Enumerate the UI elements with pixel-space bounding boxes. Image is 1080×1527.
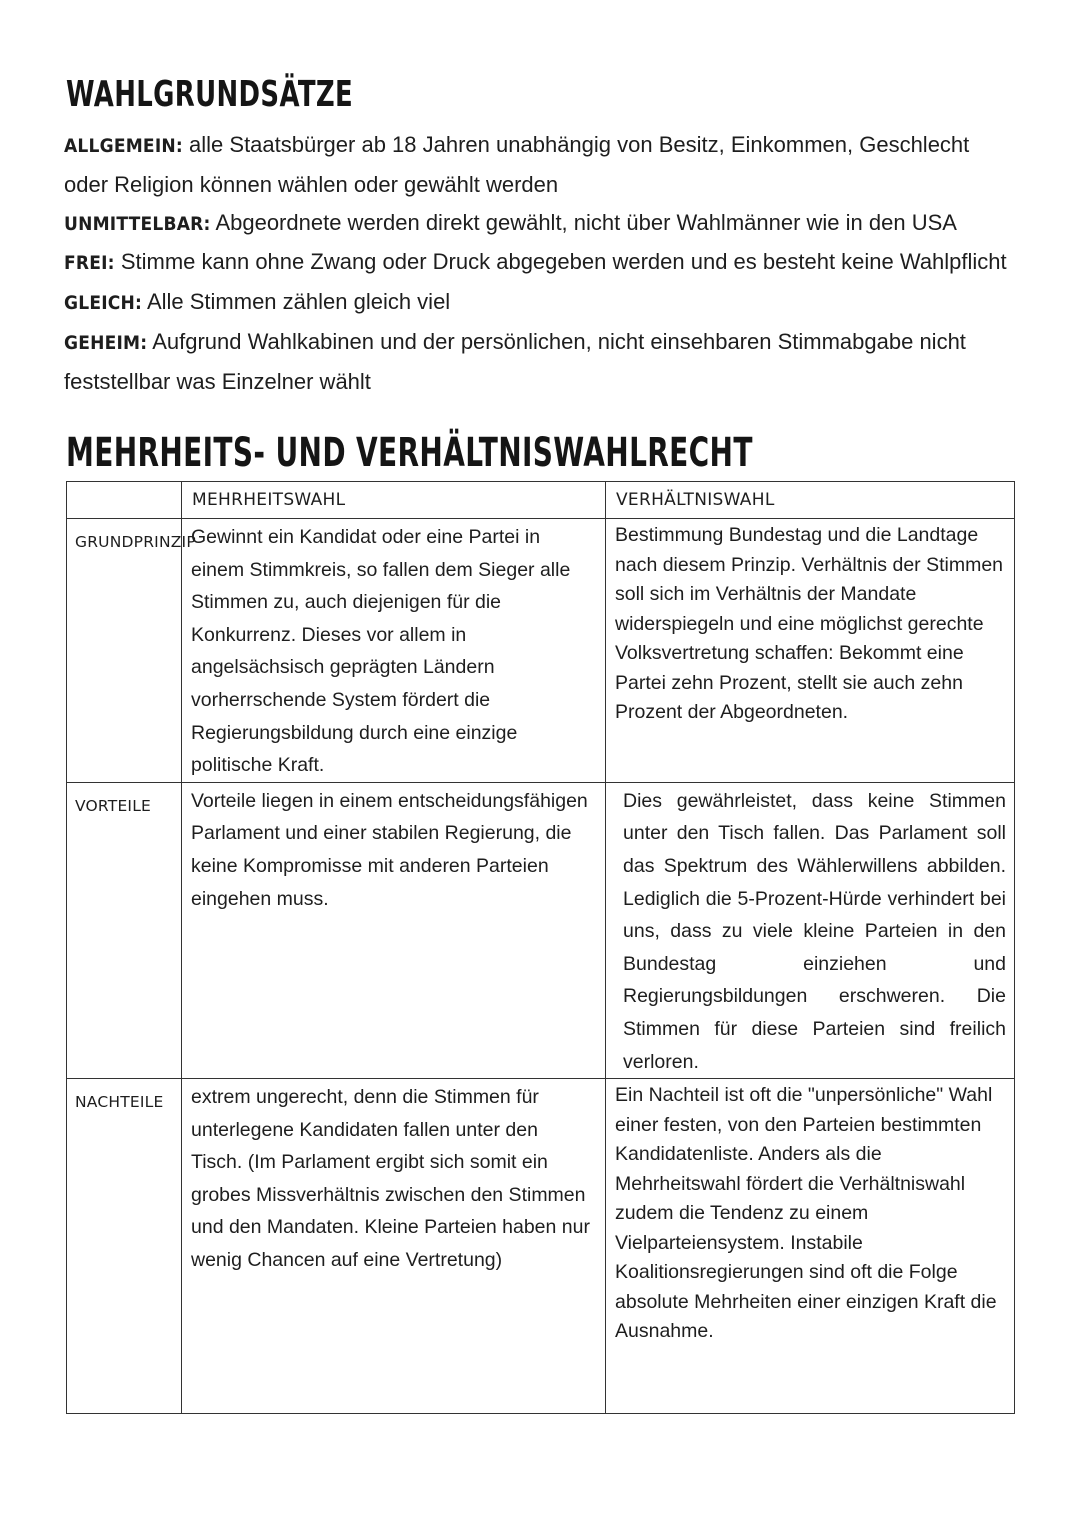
principle-allgemein (64, 126, 1014, 204)
table-row (67, 782, 1015, 1078)
header-verhaeltniswahl: VERHÄLTNISWAHL (606, 482, 1015, 519)
row-label-vorteile: VORTEILE (67, 782, 182, 1078)
principle-gleich (64, 283, 1014, 323)
title-wahlrecht: MEHRHEITS- UND VERHÄLTNISWAHLRECHT (66, 430, 753, 476)
principle-text: Aufgrund Wahlkabinen und der persönlichen, nicht einsehbaren Stimmabgabe nicht feststellbar was Einzelner wählt (64, 328, 966, 394)
header-empty (67, 482, 182, 519)
cell-verhaeltniswahl: Ein Nachteil ist oft die "unpersönliche" Wahl einer festen, von den Parteien bestimmten Kandidatenliste. Anders als die Mehrheitswahl fördert die Verhältniswahl zudem die Tendenz zu einem Vielparteiensystem. Instabile Koalitionsregierungen sind oft die Folge absolute Mehrheiten einer einzigen Kraft die Ausnahme. (606, 1079, 1015, 1414)
principle-text: Stimme kann ohne Zwang oder Druck abgegeben werden und es besteht keine Wahlpflicht (114, 249, 1007, 275)
principles-list (64, 126, 1014, 401)
principle-text: Alle Stimmen zählen gleich viel (142, 289, 451, 315)
principle-frei (64, 243, 1014, 283)
principle-term: ALLGEMEIN: (64, 135, 183, 157)
principle-term: GLEICH: (64, 292, 143, 315)
principle-text: Abgeordnete werden direkt gewählt, nicht über Wahlmänner wie in den USA (210, 209, 957, 235)
cell-mehrheitswahl: extrem ungerecht, denn die Stimmen für unterlegene Kandidaten fallen unter den Tisch. (Im Parlament ergibt sich somit ein grobes Missverhältnis zwischen den Stimmen und den Mandaten. Kleine Parteien haben nur wenig Chancen auf eine Vertretung) (182, 1079, 606, 1414)
row-label-grundprinzip: GRUNDPRINZIP (67, 519, 182, 783)
cell-mehrheitswahl: Vorteile liegen in einem entscheidungsfähigen Parlament und einer stabilen Regierung, die keine Kompromisse mit anderen Parteien eingehen muss. (182, 782, 606, 1078)
table-row (67, 519, 1015, 783)
row-label-nachteile: NACHTEILE (67, 1079, 182, 1414)
cell-mehrheitswahl: Gewinnt ein Kandidat oder eine Partei in einem Stimmkreis, so fallen dem Sieger alle Stimmen zu, auch diejenigen für die Konkurrenz. Dieses vor allem in angelsächsisch geprägten Ländern vorherrschende System fördert die Regierungsbildung durch eine einzige politische Kraft. (182, 519, 606, 783)
principle-term: GEHEIM: (64, 331, 148, 354)
table-row (67, 1079, 1015, 1414)
principle-geheim (64, 323, 1014, 401)
principle-text: alle Staatsbürger ab 18 Jahren unabhängig von Besitz, Einkommen, Geschlecht oder Religion können wählen oder gewählt werden (64, 132, 970, 197)
title-wahlgrundsaetze: WAHLGRUNDSÄTZE (66, 74, 354, 115)
table-header-row (67, 482, 1015, 519)
cell-verhaeltniswahl: Bestimmung Bundestag und die Landtage nach diesem Prinzip. Verhältnis der Stimmen soll sich im Verhältnis der Mandate widerspiegeln und eine möglichst gerechte Volksvertretung schaffen: Bekommt eine Partei zehn Prozent, stellt sie auch zehn Prozent der Abgeordneten. (606, 519, 1015, 783)
comparison-table (66, 481, 1015, 1414)
principle-term: UNMITTELBAR: (64, 212, 211, 235)
principle-term: FREI: (64, 252, 115, 275)
principle-unmittelbar (64, 204, 1014, 244)
cell-verhaeltniswahl: Dies gewährleistet, dass keine Stimmen unter den Tisch fallen. Das Parlament soll das Spektrum des Wählerwillens abbilden. Lediglich die 5-Prozent-Hürde verhindert bei uns, dass zu viele kleine Parteien in den Bundestag einziehen und Regierungsbildungen erschweren. Die Stimmen für diese Parteien sind freilich verloren. (606, 782, 1015, 1078)
header-mehrheitswahl: MEHRHEITSWAHL (182, 482, 606, 519)
